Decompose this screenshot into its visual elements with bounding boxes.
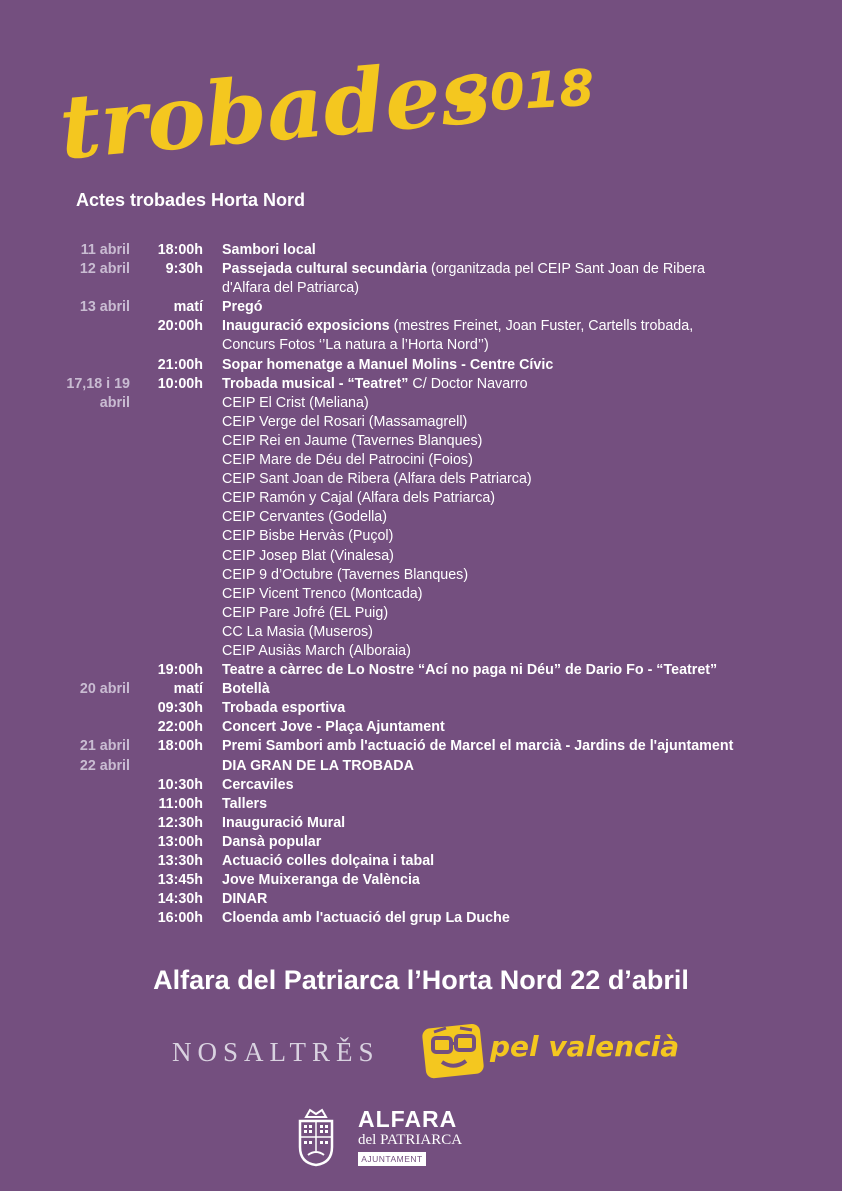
event-description	[203, 279, 792, 298]
event-time: 21:00h	[157, 356, 203, 373]
event-date	[0, 413, 130, 432]
schedule-row	[0, 718, 842, 737]
event-description	[203, 451, 792, 470]
event-date	[0, 814, 130, 833]
event-time	[130, 623, 203, 642]
event-date: 21 abril	[79, 738, 130, 755]
municipality-label: AJUNTAMENT	[358, 1152, 426, 1166]
section-title: Actes trobades Horta Nord	[76, 190, 306, 210]
event-time	[130, 508, 203, 527]
schedule-row	[0, 814, 842, 833]
event-detail: CEIP Josep Blat (Vinalesa)	[222, 547, 394, 564]
event-date	[0, 909, 130, 928]
event-date	[0, 336, 130, 355]
event-title: Inauguració exposicions	[222, 318, 390, 335]
title-year: 2018	[453, 58, 596, 124]
schedule-row	[0, 566, 842, 585]
poster-title	[50, 30, 650, 170]
event-time	[130, 336, 203, 355]
title-script-word: trobades	[55, 38, 495, 170]
event-description	[203, 890, 792, 909]
event-description	[203, 699, 792, 718]
event-time: 11:00h	[158, 795, 203, 812]
event-description	[203, 737, 792, 756]
event-description	[203, 795, 792, 814]
schedule-row	[0, 413, 842, 432]
event-time: 20:00h	[157, 318, 203, 335]
event-description	[203, 661, 792, 680]
event-description	[203, 260, 792, 279]
event-date	[0, 890, 130, 909]
event-date	[0, 795, 130, 814]
event-time: matí	[173, 681, 203, 698]
event-date	[0, 470, 130, 489]
schedule-row	[0, 699, 842, 718]
event-date: 17,18 i 19	[66, 375, 130, 392]
event-time	[130, 757, 203, 776]
event-detail: CEIP Cervantes (Godella)	[222, 509, 388, 526]
event-description	[203, 871, 792, 890]
event-detail: (mestres Freinet, Joan Fuster, Cartells trobada,	[389, 318, 694, 335]
event-detail: CEIP Verge del Rosari (Massamagrell)	[222, 413, 468, 430]
schedule-row	[0, 757, 842, 776]
event-description	[203, 833, 792, 852]
event-detail: Concurs Fotos ‘’La natura a l’Horta Nord’’)	[222, 337, 489, 354]
event-time: 09:30h	[157, 700, 203, 717]
event-time: 18:00h	[157, 738, 203, 755]
event-detail: d'Alfara del Patriarca)	[222, 280, 360, 297]
event-date: 12 abril	[79, 261, 130, 278]
event-time: 13:00h	[157, 833, 203, 850]
event-time	[130, 432, 203, 451]
municipality-subtitle: del PATRIARCA	[358, 1132, 463, 1148]
event-description	[203, 489, 792, 508]
schedule-row	[0, 642, 842, 661]
event-date	[0, 279, 130, 298]
event-detail: CEIP Ausiàs March (Alboraia)	[222, 642, 411, 659]
event-detail: CEIP Bisbe Hervàs (Puçol)	[222, 528, 394, 545]
event-title: DIA GRAN DE LA TROBADA	[222, 757, 414, 774]
event-date	[0, 451, 130, 470]
event-date	[0, 566, 130, 585]
event-description	[203, 317, 792, 336]
event-title: Inauguració Mural	[222, 814, 346, 831]
event-description	[203, 547, 792, 566]
event-time: 22:00h	[157, 719, 203, 736]
event-time	[130, 604, 203, 623]
event-title: Jove Muixeranga de València	[222, 872, 420, 889]
event-description	[203, 298, 792, 317]
schedule-row	[0, 795, 842, 814]
event-time	[130, 279, 203, 298]
schedule-row	[0, 489, 842, 508]
event-detail: CEIP 9 d’Octubre (Tavernes Blanques)	[222, 566, 469, 583]
event-title: Tallers	[222, 795, 268, 812]
schedule-row	[0, 623, 842, 642]
event-description	[203, 604, 792, 623]
event-time: 13:30h	[157, 853, 203, 869]
schedule-row	[0, 527, 842, 546]
event-title: DINAR	[222, 891, 268, 908]
event-time: 19:00h	[157, 662, 203, 679]
event-time	[130, 527, 203, 546]
event-description	[203, 394, 792, 413]
event-date	[0, 833, 130, 852]
event-time	[130, 585, 203, 604]
event-description	[203, 852, 792, 871]
event-time	[130, 394, 203, 413]
schedule-row	[0, 871, 842, 890]
event-time	[130, 489, 203, 508]
event-detail: (organitzada pel CEIP Sant Joan de Ribera	[427, 261, 705, 278]
event-detail: CEIP El Crist (Meliana)	[222, 394, 369, 411]
event-date: 13 abril	[79, 299, 130, 316]
event-description	[203, 336, 792, 355]
event-time	[130, 413, 203, 432]
schedule-row	[0, 336, 842, 355]
event-date	[0, 718, 130, 737]
event-date	[0, 776, 130, 795]
event-date	[0, 489, 130, 508]
event-title: Premi Sambori amb l'actuació de Marcel el marcià - Jardins de l'ajuntament	[222, 738, 734, 755]
event-title: Trobada musical - “Teatret”	[222, 375, 409, 392]
event-date	[0, 661, 130, 680]
event-time	[130, 451, 203, 470]
nosaltres-tagline: pel valencià	[490, 1030, 680, 1063]
municipality-name: ALFARA	[358, 1106, 458, 1132]
event-date	[0, 699, 130, 718]
event-time: 13:45h	[157, 872, 203, 889]
glasses-face-icon	[420, 1020, 488, 1082]
event-description	[203, 566, 792, 585]
schedule-row	[0, 298, 842, 317]
event-date	[0, 852, 130, 871]
event-date: 20 abril	[79, 681, 130, 698]
event-description	[203, 642, 792, 661]
event-date: abril	[99, 394, 130, 411]
event-description	[203, 527, 792, 546]
event-detail: CEIP Sant Joan de Ribera (Alfara dels Patriarca)	[222, 471, 532, 488]
event-title: Botellà	[222, 681, 270, 698]
event-description	[203, 375, 792, 394]
event-description	[203, 241, 792, 260]
event-description	[203, 508, 792, 527]
event-title: Teatre a càrrec de Lo Nostre “Ací no paga ni Déu” de Dario Fo - “Teatret”	[222, 662, 718, 679]
event-time	[130, 642, 203, 661]
event-detail: CEIP Vicent Trenco (Montcada)	[222, 585, 423, 602]
event-date	[0, 604, 130, 623]
event-time: 10:00h	[157, 375, 203, 392]
footer-title: Alfara del Patriarca l’Horta Nord 22 d’abril	[153, 965, 689, 995]
event-date	[0, 356, 130, 375]
event-description	[203, 814, 792, 833]
event-time	[130, 470, 203, 489]
event-title: Sopar homenatge a Manuel Molins - Centre Cívic	[222, 356, 554, 373]
event-title: Concert Jove - Plaça Ajuntament	[222, 719, 445, 736]
schedule-row	[0, 661, 842, 680]
event-description	[203, 585, 792, 604]
event-time: matí	[173, 299, 203, 316]
event-description	[203, 909, 792, 928]
event-title: Trobada esportiva	[222, 700, 346, 717]
event-detail: CEIP Ramón y Cajal (Alfara dels Patriarca)	[222, 490, 496, 507]
schedule-row	[0, 585, 842, 604]
schedule-row	[0, 394, 842, 413]
event-date	[0, 642, 130, 661]
event-detail: CEIP Rei en Jaume (Tavernes Blanques)	[222, 432, 483, 449]
event-date: 11 abril	[80, 242, 130, 258]
event-time: 9:30h	[165, 261, 203, 278]
event-detail: C/ Doctor Navarro	[408, 375, 528, 392]
event-title: Cercaviles	[222, 776, 294, 793]
event-time: 16:00h	[157, 910, 203, 927]
event-description	[203, 470, 792, 489]
schedule-row	[0, 604, 842, 623]
event-date	[0, 432, 130, 451]
event-date: 22 abril	[79, 757, 130, 774]
event-time: 12:30h	[157, 814, 203, 831]
schedule-row	[0, 909, 842, 928]
event-detail: CEIP Pare Jofré (EL Puig)	[222, 604, 389, 621]
event-title: Pregó	[222, 299, 263, 316]
event-title: Sambori local	[222, 242, 316, 258]
schedule-row	[0, 547, 842, 566]
schedule-row	[0, 317, 842, 336]
municipal-crest-icon	[296, 1107, 336, 1167]
schedule-row	[0, 451, 842, 470]
nosaltres-brand: NOSALTRĚS	[172, 1037, 380, 1067]
event-time	[130, 547, 203, 566]
event-description	[203, 432, 792, 451]
schedule-row	[0, 890, 842, 909]
schedule-row	[0, 470, 842, 489]
schedule-row	[0, 852, 842, 871]
event-date	[0, 508, 130, 527]
event-description	[203, 413, 792, 432]
event-title: Passejada cultural secundària	[222, 261, 428, 278]
schedule-row	[0, 508, 842, 527]
event-title: Dansà popular	[222, 833, 322, 850]
event-description	[203, 623, 792, 642]
schedule-row	[0, 279, 842, 298]
schedule-row	[0, 356, 842, 375]
event-description	[203, 680, 792, 699]
event-description	[203, 776, 792, 795]
schedule-row	[0, 241, 842, 260]
event-time: 18:00h	[157, 242, 203, 258]
schedule-row	[0, 737, 842, 756]
schedule-row	[0, 833, 842, 852]
event-date	[0, 623, 130, 642]
event-description	[203, 757, 792, 776]
schedule-row	[0, 680, 842, 699]
schedule-row	[0, 432, 842, 451]
event-title: Actuació colles dolçaina i tabal	[222, 853, 435, 869]
event-time: 10:30h	[157, 776, 203, 793]
title-lettering	[50, 30, 650, 170]
event-detail: CEIP Mare de Déu del Patrocini (Foios)	[222, 452, 473, 469]
schedule-list	[0, 241, 842, 928]
event-date	[0, 585, 130, 604]
event-date	[0, 547, 130, 566]
schedule-row	[0, 375, 842, 394]
event-detail: CC La Masia (Museros)	[222, 623, 373, 640]
event-time: 14:30h	[157, 891, 203, 908]
event-date	[0, 527, 130, 546]
event-date	[0, 871, 130, 890]
event-date	[0, 317, 130, 336]
event-title: Cloenda amb l'actuació del grup La Duche	[222, 910, 510, 927]
schedule-row	[0, 776, 842, 795]
event-time	[130, 566, 203, 585]
event-description	[203, 356, 792, 375]
event-description	[203, 718, 792, 737]
schedule-row	[0, 260, 842, 279]
